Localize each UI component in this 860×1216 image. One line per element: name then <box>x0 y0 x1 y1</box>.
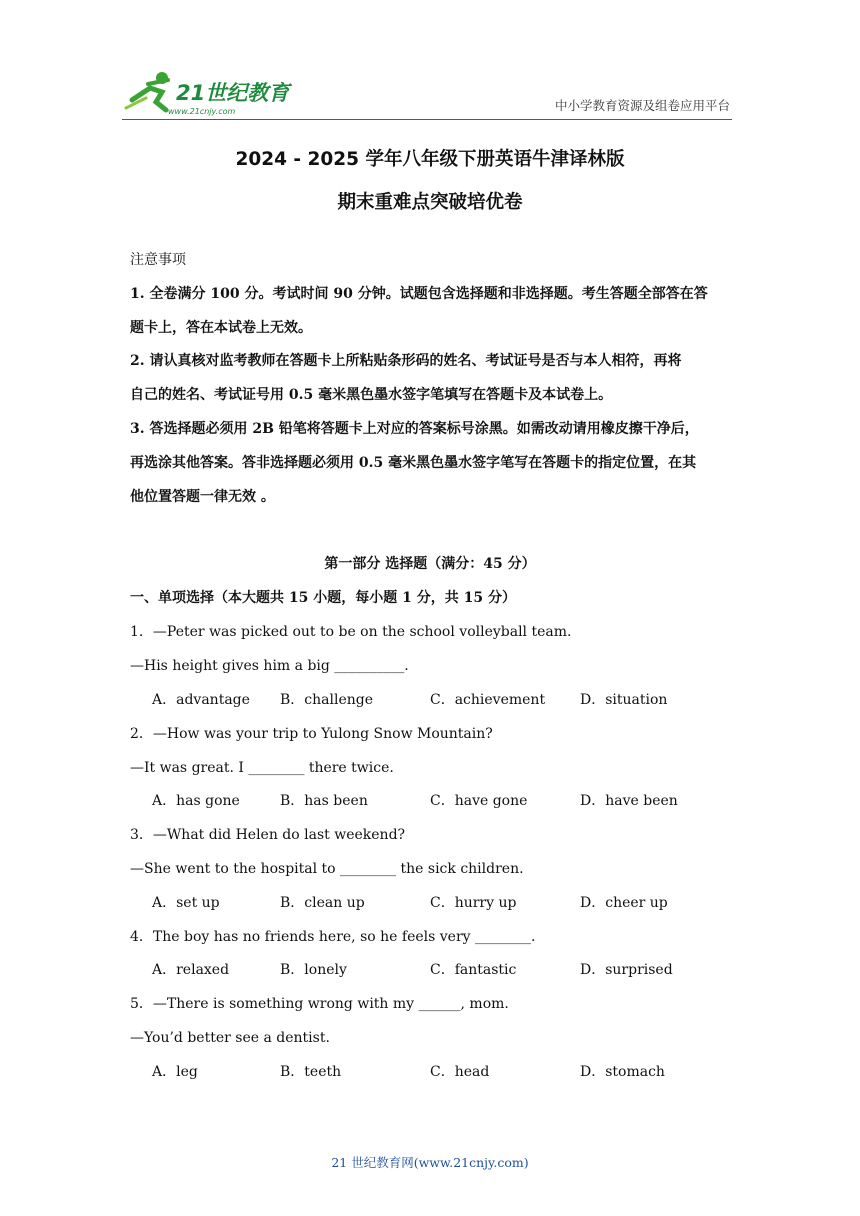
part-title: 第一部分 选择题（满分：45 分） <box>324 556 536 572</box>
question-stem: —She went to the hospital to ________ the sick children. <box>130 861 524 877</box>
option-c: C．fantastic <box>430 962 517 978</box>
option-d: D．cheer up <box>580 895 668 911</box>
question-stem: —You’d better see a dentist. <box>130 1030 330 1046</box>
header-divider <box>122 119 732 120</box>
option-b: B．challenge <box>280 692 373 708</box>
option-d: D．stomach <box>580 1064 665 1080</box>
logo-text: 21世纪教育 <box>176 81 290 105</box>
option-d: D．have been <box>580 793 678 809</box>
option-a: A．has gone <box>152 793 240 809</box>
option-a: A．advantage <box>152 692 250 708</box>
exam-title: 2024 - 2025 学年八年级下册英语牛津译林版 <box>235 149 625 170</box>
option-b: B．teeth <box>280 1064 342 1080</box>
option-d: D．surprised <box>580 962 673 978</box>
question-stem: 1．—Peter was picked out to be on the school volleyball team. <box>130 624 572 640</box>
question-stem: 3．—What did Helen do last weekend? <box>130 827 406 843</box>
option-c: C．have gone <box>430 793 528 809</box>
platform-label: 中小学教育资源及组卷应用平台 <box>554 98 730 113</box>
option-a: A．relaxed <box>152 962 230 978</box>
question-stem: 2．—How was your trip to Yulong Snow Mountain? <box>130 726 493 742</box>
question-stem: —It was great. I ________ there twice. <box>130 760 394 776</box>
logo-url: www.21cnjy.com <box>168 107 236 116</box>
option-b: B．has been <box>280 793 368 809</box>
notice-line: 他位置答题一律无效 。 <box>130 489 275 505</box>
question-stem: —His height gives him a big __________. <box>130 658 409 674</box>
footer-link[interactable]: 21 世纪教育网(www.21cnjy.com) <box>331 1155 529 1170</box>
option-c: C．head <box>430 1064 490 1080</box>
notice-line: 3. 答选择题必须用 2B 铅笔将答题卡上对应的答案标号涂黑。如需改动请用橡皮擦干净后， <box>130 421 699 437</box>
notice-line: 再选涂其他答案。答非选择题必须用 0.5 毫米黑色墨水签字笔写在答题卡的指定位置，在其 <box>130 455 697 471</box>
notice-line: 1. 全卷满分 100 分。考试时间 90 分钟。试题包含选择题和非选择题。考生答题全部答在答 <box>130 286 708 302</box>
option-b: B．lonely <box>280 962 347 978</box>
option-c: C．achievement <box>430 692 546 708</box>
site-logo <box>122 70 292 118</box>
runner-logo-icon <box>122 70 292 118</box>
notice-heading: 注意事项 <box>130 252 186 268</box>
option-b: B．clean up <box>280 895 365 911</box>
notice-line: 2. 请认真核对监考教师在答题卡上所粘贴条形码的姓名、考试证号是否与本人相符，再将 <box>130 353 682 369</box>
section-title: 一、单项选择（本大题共 15 小题，每小题 1 分，共 15 分） <box>130 590 516 606</box>
option-c: C．hurry up <box>430 895 517 911</box>
option-a: A．leg <box>152 1064 198 1080</box>
exam-subtitle: 期末重难点突破培优卷 <box>337 192 523 213</box>
option-a: A．set up <box>152 895 220 911</box>
question-stem: 5．—There is something wrong with my ______, mom. <box>130 996 509 1012</box>
option-d: D．situation <box>580 692 668 708</box>
notice-line: 题卡上，答在本试卷上无效。 <box>130 320 312 336</box>
question-stem: 4．The boy has no friends here, so he feels very ________. <box>130 929 536 945</box>
notice-line: 自己的姓名、考试证号用 0.5 毫米黑色墨水签字笔填写在答题卡及本试卷上。 <box>130 387 613 403</box>
